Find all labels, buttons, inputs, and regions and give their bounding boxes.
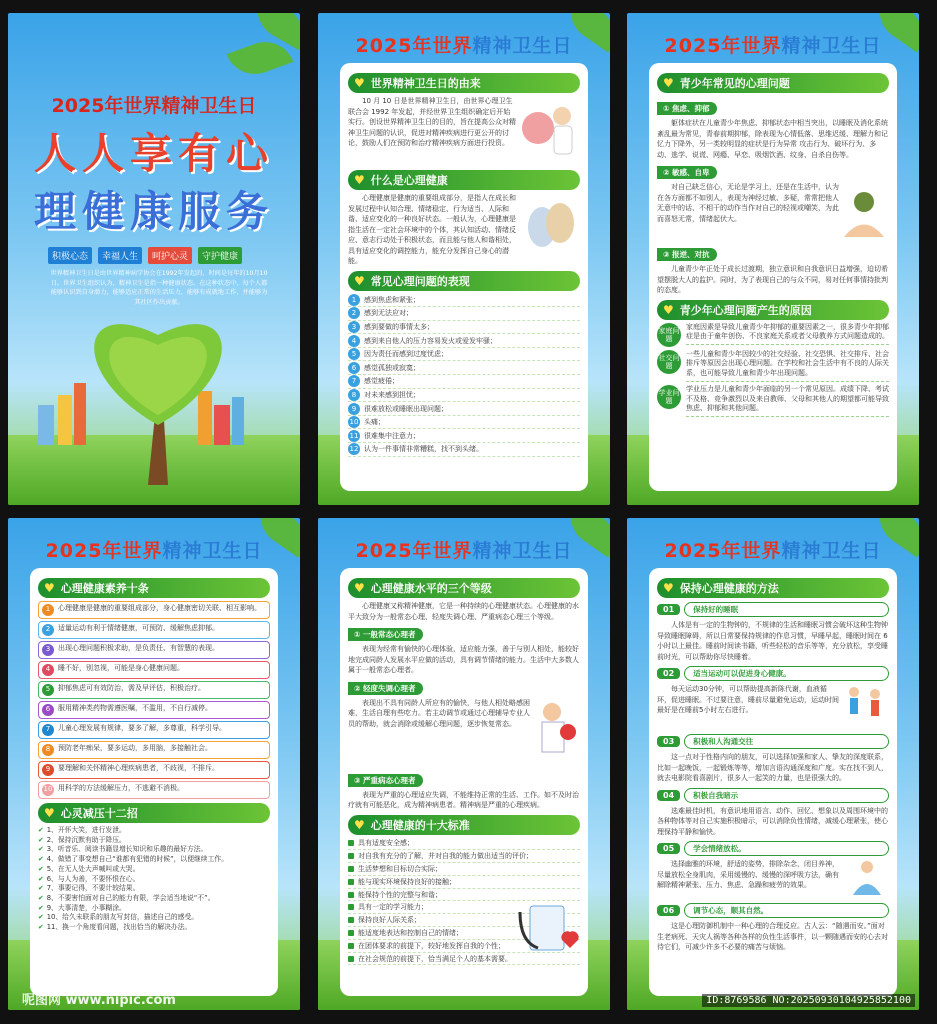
panel-title bbox=[627, 536, 919, 563]
heart-tree-illustration bbox=[8, 305, 300, 505]
origin-text: 10 月 10 日是世界精神卫生日，由世界心理卫生联合会 1992 年发起，并经世界卫生组织确定后开始实行。创设世界精神卫生日的目的，旨在提高公众对精神卫生问题的认识，促进对精神疾病进行更公开的讨论，鼓励人们在预防和治疗精神疾病方面进行投资。 bbox=[348, 97, 516, 147]
panel-title bbox=[318, 31, 610, 58]
tip-item: ✔ 3、听音乐、阅读书籍显增长知识和乐趣的最好方法。 bbox=[38, 845, 208, 854]
sensitive-text: 对自己缺乏信心，无论是学习上，还是在生活中，认为在各方面都不如别人，表现为神经过敏、多疑，常常把他人无意中的话、不相干的动作当作对自己的轻视或嘲笑，为此而喜怒无常，情绪起伏大。 bbox=[657, 183, 839, 223]
list-item: 6 感觉孤独或寂寞； bbox=[348, 361, 580, 375]
content-card bbox=[649, 568, 897, 996]
section-header bbox=[657, 578, 889, 598]
tag: 守护健康 bbox=[198, 247, 242, 264]
list-item: 11 很难集中注意力； bbox=[348, 429, 580, 443]
section-title: 青少年常见的心理问题 bbox=[679, 77, 790, 90]
heart-icon: ♥ bbox=[663, 302, 674, 317]
heart-icon: ♥ bbox=[663, 76, 674, 90]
method-text: 选择幽雅的环境，舒适的姿势，排除杂念，闭目养神，尽量放松全身肌肉，采用缓慢的、缓慢的深呼吸方法，确有解除精神紧张、压力、焦虑、急躁和疲劳的效果。 bbox=[657, 860, 839, 889]
cause-item: 家庭问题 家庭因素是导致儿童青少年抑郁的重要因素之一，很多青少年抑郁症是由于童年创伤、不良家庭关系或者父母教养方式问题造成的。 bbox=[657, 323, 889, 347]
stress-tips bbox=[38, 826, 270, 933]
rebellion-text: 儿童青少年正处于成长过渡期，独立意识和自我意识日益增强，迫切希望摆脱大人的监护。同时，为了表现自己的与众不同，易对任何事情持批判的态度。 bbox=[657, 265, 888, 294]
subsection-label: ③ 报逆、对抗 bbox=[657, 248, 717, 261]
list-item: 9 很难放松或睡眠出现问题； bbox=[348, 402, 580, 416]
hands-illustration bbox=[839, 182, 889, 242]
subsection-label: ② 轻度失调心理者 bbox=[348, 682, 423, 695]
tip-item: ✔ 6、与人为善，不要怀恨在心。 bbox=[38, 874, 140, 883]
cover-heading: 2025年世界精神卫生日 bbox=[51, 95, 257, 117]
list-item: 能适度地表达和控制自己的情绪； bbox=[348, 927, 580, 940]
literacy-item: 4 睡不好，别忽视，可能是身心健康问题。 bbox=[38, 661, 270, 679]
list-item: 5 因为责任而感到过度忧虑； bbox=[348, 348, 580, 362]
tip-item: ✔ 9、大事清楚，小事糊涂。 bbox=[38, 903, 126, 912]
section-title: 心理健康素养十条 bbox=[60, 582, 149, 595]
poster-panel-origin bbox=[318, 13, 610, 505]
subsection-label: ① 焦虑、抑郁 bbox=[657, 102, 717, 115]
method-header: 04 积极自我暗示 bbox=[657, 788, 889, 803]
tag: 呵护心灵 bbox=[148, 247, 192, 264]
list-item: 在社会规范的前提下，恰当满足个人的基本需要。 bbox=[348, 953, 580, 966]
content-card bbox=[340, 63, 588, 491]
content-card bbox=[30, 568, 278, 996]
section-header bbox=[657, 300, 889, 320]
section-title: 青少年心理问题产生的原因 bbox=[679, 303, 812, 317]
list-item: 1 感到焦虑和紧张； bbox=[348, 294, 580, 308]
method-header: 01 保持好的睡眠 bbox=[657, 602, 889, 617]
literacy-item: 10 用科学的方法缓解压力，不逃避不消极。 bbox=[38, 781, 270, 799]
method-header: 05 学会情绪放松。 bbox=[657, 841, 889, 856]
subsection-label: ② 敏感、自卑 bbox=[657, 166, 717, 179]
method-text: 这一点对于性格内向的朋友，可以选择加强和家人、挚友的深度联系，比如一起晚饭，一起锻炼等等，增加言语沟通深度和广度。实在找不到人，就去电影院看喜剧片，很多人一起笑的力量，也是很强大的。 bbox=[657, 753, 888, 782]
panel-title-text: 2025年世界精神卫生日 bbox=[45, 540, 263, 562]
section-header bbox=[348, 170, 580, 190]
section-title: 保持心理健康的方法 bbox=[679, 582, 779, 595]
list-item: 10 头痛； bbox=[348, 416, 580, 430]
levels-intro: 心理健康又称精神健康，它是一种持续的心理健康状态。心理健康的水平大致分为一般常态心理、轻度失调心理、严重病态心理三个等级。 bbox=[348, 602, 579, 621]
poster-panel-literacy bbox=[8, 518, 300, 1010]
list-item: 12 认为一件事情非常糟糕，找不到头绪。 bbox=[348, 443, 580, 457]
literacy-item: 3 出现心理问题积极求助，是负责任、有智慧的表现。 bbox=[38, 641, 270, 659]
list-item: 在团体要求的前提下，较好地发挥自我的个性； bbox=[348, 940, 580, 953]
section-header bbox=[657, 73, 889, 93]
section-header bbox=[348, 271, 580, 291]
tip-item: ✔ 7、事要记得，不要计较结果。 bbox=[38, 884, 140, 893]
panel-title-text: 2025年世界精神卫生日 bbox=[355, 35, 573, 57]
stethoscope-clipboard-illustration bbox=[510, 902, 580, 962]
tip-item: ✔ 5、在无人处大声喊叫或大哭。 bbox=[38, 864, 140, 873]
mental-health-text: 心理健康是健康的重要组成部分，是指人在成长和发展过程中认知合理、情绪稳定、行为适当、人际和谐、适应变化的一种良好状态。一般认为，心理健康是指生活在一定社会环境中的个体，其认知活动、情绪反应、意志行动处于积极状态，而且能与他人和谐相处，具有适应变化的调控能力，能充分发挥自己身心的潜能。 bbox=[348, 194, 516, 265]
method-header: 03 积极和人沟通交往 bbox=[657, 734, 889, 749]
panel-title-text: 2025年世界精神卫生日 bbox=[664, 540, 882, 562]
list-item: 能保持个性的完整与和谐； bbox=[348, 889, 580, 902]
level3-text: 表现为严重的心理适应失调，不能维持正常的生活、工作。如不及时治疗就有可能恶化，成为精神病患者。精神病是严重的心理疾病。 bbox=[348, 790, 579, 809]
section-title: 心理健康水平的三个等级 bbox=[370, 582, 492, 595]
cover-slogan-line1: 人人享有心 bbox=[33, 129, 274, 178]
meditation-illustration bbox=[845, 859, 889, 899]
panel-title bbox=[318, 536, 610, 563]
symptom-list bbox=[348, 294, 580, 457]
list-item: 保持良好人际关系； bbox=[348, 914, 580, 927]
method-text: 选难最佳时机，有意识地用语言、动作、回忆、想象以及周围环境中的各种物体等对自己实施积极暗示，可以消除负性情绪，减缓心理紧张，使心理保持平静和愉快。 bbox=[657, 806, 888, 836]
list-item: 对自我有充分的了解，并对自我的能力做出适当的评价； bbox=[348, 850, 580, 863]
poster-panel-youth bbox=[627, 13, 919, 505]
method-header: 02 适当运动可以促进身心健康。 bbox=[657, 666, 889, 681]
section-header bbox=[348, 815, 580, 835]
literacy-item: 2 适量运动有利于情绪健康，可预防、缓解焦虑抑郁。 bbox=[38, 621, 270, 639]
content-card bbox=[649, 63, 897, 491]
section-title: 世界精神卫生日的由来 bbox=[370, 77, 481, 90]
literacy-item: 8 预防老年痴呆，要多运动，多用脑，多接触社会。 bbox=[38, 741, 270, 759]
image-id: ID:8769586 NO:20250930104925852100 bbox=[702, 994, 915, 1007]
list-item: 具有适度安全感； bbox=[348, 838, 580, 851]
panel-title bbox=[627, 31, 919, 58]
poster-panel-levels bbox=[318, 518, 610, 1010]
doctor-heart-illustration bbox=[530, 698, 580, 768]
literacy-item: 7 儿童心理发展有规律，要多了解，多尊重，科学引导。 bbox=[38, 721, 270, 739]
method-header: 06 调节心态，顺其自然。 bbox=[657, 903, 889, 918]
subsection-label: ③ 严重病态心理者 bbox=[348, 774, 423, 787]
heart-icon: ♥ bbox=[354, 273, 365, 288]
tip-item: ✔ 4、做错了事变想自己“谁都有犯错的时候”，以便继续工作。 bbox=[38, 855, 228, 864]
level1-text: 表现为经常有愉快的心理体验，适应能力强，善于与别人相处，能较好地完成同龄人发展水平应做的活动，具有调节情绪的能力。生活中大多数人属于一般常态心理者。 bbox=[348, 645, 579, 674]
poster-cover bbox=[8, 13, 300, 505]
section-title: 心灵减压十二招 bbox=[60, 807, 138, 820]
literacy-item: 5 抑郁焦虑可有效防治，需及早评估，积极治疗。 bbox=[38, 681, 270, 699]
heart-icon: ♥ bbox=[354, 581, 365, 595]
level2-text: 表现出不具有同龄人所应有的愉快，与他人相处略感困难，生活自理有些吃力。若主动调节或通过心理辅导专业人员的帮助，就会消除或缓解心理问题，逐步恢复常态。 bbox=[348, 698, 530, 728]
method-text: 人体是有一定的生物钟的，不规律的生活和睡眠习惯会破坏这种生物钟导致睡眠障碍，所以日常要保持规律的作息习惯，早睡早起，睡眠时间在 6 小时以上最佳。睡前时间读书籍，听些轻松的音乐等等，充分放松，享受睡前时光，可以帮助你尽快睡着。 bbox=[657, 621, 888, 661]
cover-tags bbox=[48, 247, 272, 264]
list-item: 4 感到来自他人的压力容易发火或爱发牢骚； bbox=[348, 334, 580, 348]
cover-slogan-line2: 理健康服务 bbox=[33, 187, 274, 236]
cause-item: 社交问题 一些儿童和青少年因较少的社交经验、社交恐惧、社交排斥、社会排斥等原因会出现心理问题。在学校和社会生活中有不良的人际关系，也可能导致儿童和青少年出现问题。 bbox=[657, 350, 889, 382]
panel-title-text: 2025年世界精神卫生日 bbox=[664, 35, 882, 57]
method-text: 每天运动30分钟，可以帮助提高新陈代谢，血液循环，促进睡眠。不过要注意，睡前尽量避免运动，运动时间最好是在睡前5小时左右进行。 bbox=[657, 685, 839, 714]
heart-icon: ♥ bbox=[354, 76, 365, 90]
section-header bbox=[38, 803, 270, 823]
heart-icon: ♥ bbox=[663, 581, 674, 595]
list-item: 具有一定的学习能力； bbox=[348, 901, 580, 914]
panel-title bbox=[8, 536, 300, 563]
content-card bbox=[340, 568, 588, 996]
poster-panel-methods bbox=[627, 518, 919, 1010]
section-header bbox=[348, 73, 580, 93]
tip-item: ✔ 11、换一个角度看问题，找出恰当的解决办法。 bbox=[38, 923, 192, 932]
section-title: 常见心理问题的表现 bbox=[370, 274, 470, 288]
list-item: 生活梦想和目标切合实际； bbox=[348, 863, 580, 876]
literacy-item: 1 心理健康是健康的重要组成部分，身心健康密切关联、相互影响。 bbox=[38, 601, 270, 619]
section-header bbox=[348, 578, 580, 598]
cause-item: 学业问题 学业压力是儿童和青少年面临的另一个常见原因。成绩下降、考试不及格、竞争激烈以及来自教师、父母和其他人的期望都可能导致焦虑、抑郁和其他问题。 bbox=[657, 385, 889, 417]
section-title: 心理健康的十大标准 bbox=[370, 818, 470, 832]
literacy-item: 6 服用精神类药物需遵医嘱，不滥用，不自行减停。 bbox=[38, 701, 270, 719]
tip-item: ✔ 10、给久未联系的朋友写封信，描述自己的感受。 bbox=[38, 913, 199, 922]
list-item: 能与现实环境保持良好的接触； bbox=[348, 876, 580, 889]
tag: 幸福人生 bbox=[98, 247, 142, 264]
anxiety-text: 躯体症状在儿童青少年焦虑、抑郁状态中相当突出，以睡眠及消化系统紊乱最为常见，青春前期抑郁，除表现为心情低落、思维迟缓、理解力和记忆力下降外，另一类较明显的症状是行为异常 攻击行为、破坏行为、多动、逃学、说谎、网瘾、早恋、吸烟饮酒、纹身、自杀自伤等。 bbox=[657, 119, 888, 159]
watermark: 呢图网 www.nipic.com bbox=[22, 993, 176, 1008]
subsection-label: ① 一般常态心理者 bbox=[348, 628, 423, 641]
section-header bbox=[38, 578, 270, 598]
brain-doctor-illustration bbox=[516, 96, 580, 166]
heart-icon: ♥ bbox=[44, 806, 55, 820]
method-text: 这是心理防御机制中一种心理的合理反应。古人云：“随遇而安。”面对生老病死、天灾人祸等各种各样的负性生活事件，以一颗随遇而安的心去对待它们，可减少许多不必要的痛苦与烦恼。 bbox=[657, 922, 888, 951]
masks-illustration bbox=[520, 197, 580, 257]
tag: 积极心态 bbox=[48, 247, 92, 264]
list-item: 3 感到要做的事情太多； bbox=[348, 321, 580, 335]
heart-icon: ♥ bbox=[354, 173, 365, 187]
cover-intro: 世界精神卫生日是由世界精神病学协会在1992年发起的，时间是每年的10月10日。世界卫生组织认为，精神卫生是指一种健康状态。在这种状态中，每个人都能够认识到自身潜力，能够适应正常的生活压力，能够有成就地工作，并能够为其社区作出贡献。 bbox=[50, 270, 268, 306]
list-item: 7 感觉疲倦； bbox=[348, 375, 580, 389]
section-title: 什么是心理健康 bbox=[370, 174, 448, 187]
heart-icon: ♥ bbox=[354, 817, 365, 832]
tip-item: ✔ 8、不要害怕面对自己的能力有限，学会适当地说“不”。 bbox=[38, 893, 215, 902]
list-item: 8 对未来感到担忧； bbox=[348, 389, 580, 403]
tip-item: ✔ 2、保持沉默有助于降压。 bbox=[38, 835, 126, 844]
panel-title-text: 2025年世界精神卫生日 bbox=[355, 540, 573, 562]
tip-item: ✔ 1、开怀大笑，进行发泄。 bbox=[38, 826, 126, 834]
list-item: 2 感到无法应对； bbox=[348, 307, 580, 321]
runners-illustration bbox=[839, 684, 889, 730]
heart-icon: ♥ bbox=[44, 581, 55, 595]
literacy-item: 9 要理解和关怀精神心理疾病患者，不歧视，不排斥。 bbox=[38, 761, 270, 779]
